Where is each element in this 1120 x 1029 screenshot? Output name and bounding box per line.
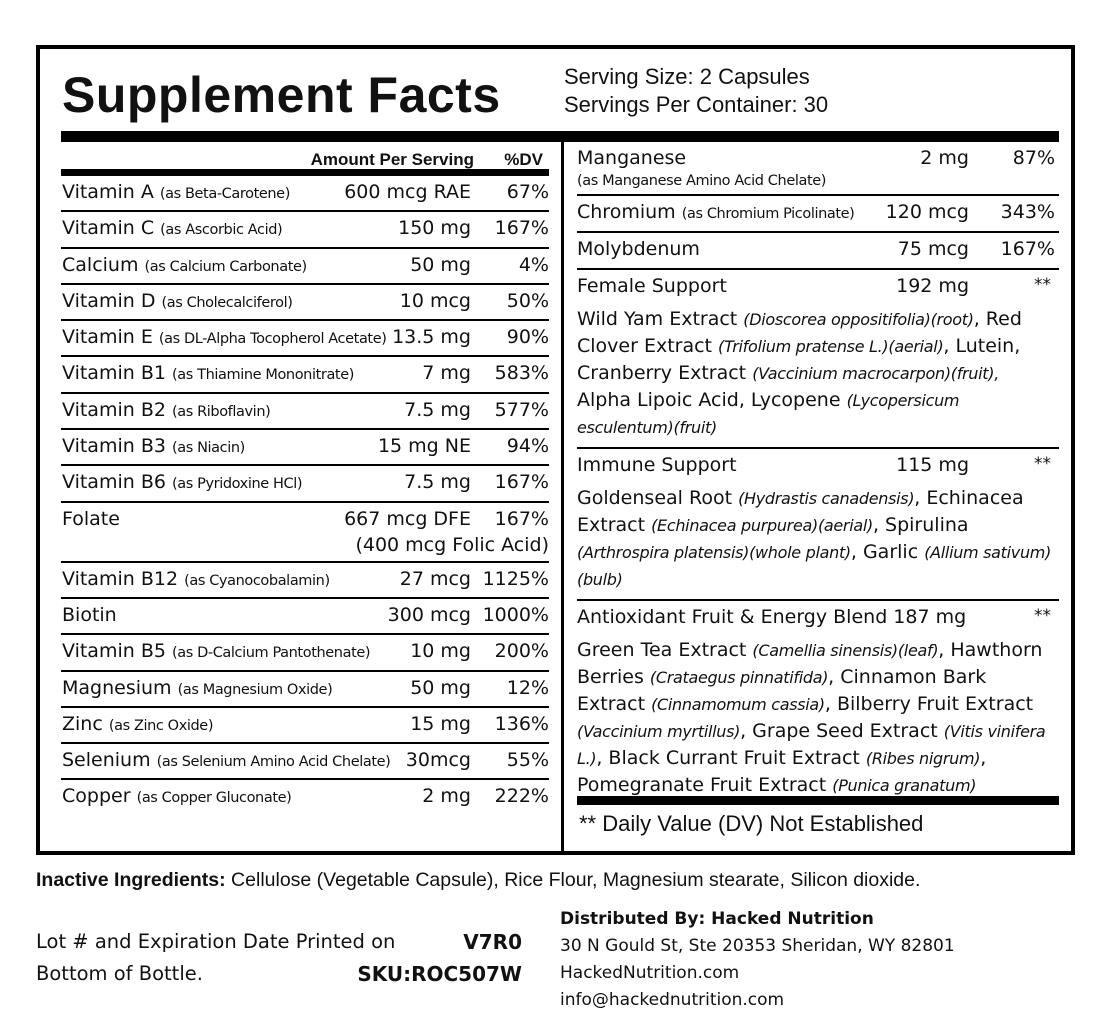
lot-code: V7R0 <box>463 930 522 954</box>
blend-name: Immune Support <box>577 454 737 476</box>
panel-title: Supplement Facts <box>62 67 501 123</box>
nutrient-dv: 200% <box>494 640 549 663</box>
nutrient-rows <box>61 176 549 817</box>
inactive-label: Inactive Ingredients: <box>36 869 226 891</box>
dv-footnote: ** Daily Value (DV) Not Established <box>579 811 924 836</box>
supplement-facts-panel <box>36 45 1075 855</box>
servings-per-container: Servings Per Container: 30 <box>564 92 829 117</box>
ingredient-name: , Red Clover Extract <box>577 308 1022 357</box>
ingredient-name: , Hawthorn Berries <box>577 639 1043 688</box>
nutrient-row <box>61 430 549 466</box>
nutrient-name: Vitamin E (as DL-Alpha Tocopherol Acetate) <box>62 326 387 349</box>
nutrient-name: Magnesium (as Magnesium Oxide) <box>62 676 333 699</box>
nutrient-amount: 10 mg <box>410 640 471 663</box>
amount-header: Amount Per Serving <box>310 150 474 169</box>
nutrient-dv: 94% <box>506 435 549 458</box>
nutrient-amount: 10 mcg <box>399 289 471 312</box>
dv-header: %DV <box>504 150 543 169</box>
ingredient-latin: (Lycopersicum esculentum)(fruit) <box>577 391 960 437</box>
ingredient-name: , Echinacea Extract <box>577 487 1024 536</box>
nutrient-source: (as D-Calcium Pantothenate) <box>172 645 371 662</box>
nutrient-source: (as Selenium Amino Acid Chelate) <box>156 754 391 771</box>
ingredient-name: , Bilberry Fruit Extract <box>824 693 1034 715</box>
nutrient-dv: 583% <box>494 362 549 385</box>
nutrient-source: (as Manganese Amino Acid Chelate) <box>577 173 827 189</box>
nutrient-row-manganese <box>577 142 1059 196</box>
nutrient-row <box>61 635 549 671</box>
inactive-ingredients <box>36 869 920 892</box>
blend-dv: ** <box>1034 454 1051 474</box>
nutrient-dv: 90% <box>506 326 549 349</box>
nutrient-source: (as Niacin) <box>172 440 245 457</box>
proprietary-blends <box>577 270 1059 805</box>
inactive-text: Cellulose (Vegetable Capsule), Rice Flour, Magnesium stearate, Silicon dioxide. <box>225 869 921 891</box>
nutrient-name: Molybdenum <box>577 238 700 260</box>
ingredient-latin: (Camellia sinensis)(leaf) <box>752 641 939 660</box>
nutrient-source: (as Zinc Oxide) <box>108 717 214 734</box>
ingredient-name: , Pomegranate Fruit Extract <box>577 747 987 796</box>
nutrient-name: Vitamin B2 (as Riboflavin) <box>62 398 271 421</box>
nutrient-amount: 75 mcg <box>897 238 969 260</box>
lot-line-1: Lot # and Expiration Date Printed on <box>36 930 396 953</box>
nutrient-name: Vitamin A (as Beta-Carotene) <box>62 181 290 203</box>
blend-dv: ** <box>1034 606 1051 626</box>
nutrient-row <box>61 708 549 744</box>
nutrient-row <box>61 563 549 599</box>
serving-size: Serving Size: 2 Capsules <box>564 64 810 89</box>
nutrient-row <box>61 744 549 780</box>
nutrient-amount: 667 mcg DFE <box>344 507 471 530</box>
blend-dv: ** <box>1034 275 1051 295</box>
nutrient-dv: 167% <box>494 217 549 240</box>
nutrient-source: (as Copper Gluconate) <box>136 790 292 807</box>
nutrient-row <box>61 503 549 563</box>
nutrient-name: Vitamin B5 (as D-Calcium Pantothenate) <box>62 640 371 663</box>
nutrient-amount: 15 mg <box>410 712 471 735</box>
ingredient-latin: (Hydrastis canadensis) <box>738 489 915 508</box>
column-divider <box>561 142 564 854</box>
nutrient-dv: 67% <box>506 181 549 203</box>
serving-info <box>564 63 828 119</box>
ingredient-latin: (Vaccinium myrtillus) <box>577 722 741 741</box>
nutrient-amount: 30mcg <box>405 749 471 772</box>
ingredient-name: Wild Yam Extract <box>577 308 744 330</box>
blend-ingredients <box>577 485 1059 599</box>
ingredient-name: , Spirulina <box>872 514 969 536</box>
ingredient-name: Alpha Lipoic Acid, Lycopene <box>577 389 847 411</box>
nutrient-amount: 50 mg <box>410 676 471 699</box>
nutrient-dv: 136% <box>494 712 549 735</box>
blend-amount: 115 mg <box>896 454 969 476</box>
nutrient-dv: 4% <box>518 253 549 276</box>
distributor-address: 30 N Gould St, Ste 20353 Sheridan, WY 82801 <box>560 936 955 956</box>
distributor-label: Distributed By: Hacked Nutrition <box>560 909 874 929</box>
ingredient-latin: (Allium sativum)(bulb) <box>577 543 1052 589</box>
nutrient-amount: 27 mcg <box>399 567 471 590</box>
product-codes <box>340 926 522 990</box>
ingredient-name: , Grape Seed Extract <box>740 720 944 742</box>
nutrient-row <box>61 285 549 321</box>
nutrient-dv: 87% <box>1012 147 1055 169</box>
nutrient-source: (as Magnesium Oxide) <box>177 681 333 698</box>
nutrient-dv: 50% <box>506 289 549 312</box>
nutrient-row <box>61 672 549 708</box>
ingredient-name: Goldenseal Root <box>577 487 739 509</box>
nutrient-source: (as Pyridoxine HCl) <box>172 476 303 493</box>
nutrient-source: (as Calcium Carbonate) <box>144 258 307 275</box>
ingredient-latin: (Dioscorea oppositifolia)(root) <box>743 310 974 329</box>
nutrient-dv: 1125% <box>482 567 549 590</box>
blend-amount: 192 mg <box>896 275 969 297</box>
nutrient-name: Calcium (as Calcium Carbonate) <box>62 253 307 276</box>
ingredient-latin: (Vaccinium macrocarpon)(fruit), <box>752 364 999 383</box>
blend-section <box>577 601 1059 805</box>
nutrient-amount: 150 mg <box>398 217 471 240</box>
nutrient-row <box>61 599 549 635</box>
nutrient-dv: 167% <box>494 507 549 530</box>
nutrient-name: Vitamin B12 (as Cyanocobalamin) <box>62 567 330 590</box>
ingredient-latin: (Vitis vinifera L.) <box>577 722 1046 768</box>
ingredient-latin: (Echinacea purpurea)(aerial) <box>651 516 873 535</box>
blend-name: Female Support <box>577 275 727 297</box>
nutrient-amount: 2 mg <box>422 785 471 808</box>
nutrient-dv: 12% <box>506 676 549 699</box>
nutrient-row <box>61 357 549 393</box>
nutrient-row-chromium <box>577 196 1059 233</box>
nutrient-name: Folate <box>62 507 120 530</box>
footnote-divider <box>577 796 1059 805</box>
distributor-email[interactable]: info@hackednutrition.com <box>560 990 785 1010</box>
nutrient-dv: 1000% <box>482 603 549 626</box>
nutrient-source: (as Cyanocobalamin) <box>184 572 330 589</box>
nutrient-name: Chromium (as Chromium Picolinate) <box>577 201 855 223</box>
nutrient-amount: 15 mg NE <box>377 435 471 458</box>
nutrient-amount: 13.5 mg <box>392 326 471 349</box>
nutrient-dv: 167% <box>1000 238 1055 260</box>
nutrient-amount: 7 mg <box>422 362 471 385</box>
nutrient-row <box>61 212 549 248</box>
nutrient-name: Copper (as Copper Gluconate) <box>62 785 292 808</box>
nutrient-amount: 600 mcg RAE <box>344 181 471 203</box>
nutrient-source: (as Beta-Carotene) <box>159 186 290 202</box>
nutrient-name: Vitamin B3 (as Niacin) <box>62 435 245 458</box>
ingredient-name: , Black Currant Fruit Extract <box>596 747 866 769</box>
nutrient-amount: 300 mcg <box>387 603 471 626</box>
nutrient-amount: 2 mg <box>920 147 969 169</box>
nutrient-name: Biotin <box>62 603 117 626</box>
ingredient-latin: (Arthrospira platensis)(whole plant) <box>577 543 851 562</box>
nutrient-name: Vitamin B6 (as Pyridoxine HCl) <box>62 471 303 494</box>
column-header <box>61 142 549 176</box>
nutrient-row <box>61 394 549 430</box>
nutrient-dv: 577% <box>494 398 549 421</box>
nutrient-row <box>61 249 549 285</box>
nutrient-name: Vitamin B1 (as Thiamine Mononitrate) <box>62 362 354 385</box>
nutrient-dv: 343% <box>1000 201 1055 223</box>
sku-code: SKU:ROC507W <box>357 962 522 986</box>
nutrient-row <box>61 321 549 357</box>
blend-section <box>577 270 1059 449</box>
nutrient-row <box>61 466 549 502</box>
nutrient-row <box>61 780 549 816</box>
nutrient-amount-secondary: (400 mcg Folic Acid) <box>355 533 549 556</box>
blend-ingredients <box>577 637 1059 805</box>
nutrient-source: (as Ascorbic Acid) <box>160 222 283 239</box>
ingredient-name: Green Tea Extract <box>577 639 753 661</box>
distributor-website[interactable]: HackedNutrition.com <box>560 963 740 983</box>
blend-ingredients <box>577 306 1059 447</box>
ingredient-latin: (Trifolium pratense L.)(aerial) <box>718 337 944 356</box>
ingredient-name: , Garlic <box>850 541 925 563</box>
nutrient-row <box>61 176 549 212</box>
ingredient-name: , Lutein, Cranberry Extract <box>577 335 1021 384</box>
nutrient-column-right <box>577 142 1059 805</box>
distributor-info <box>560 906 955 1014</box>
nutrient-name: Selenium (as Selenium Amino Acid Chelate) <box>62 749 391 772</box>
title-divider <box>61 131 1059 142</box>
nutrient-amount: 120 mcg <box>885 201 969 223</box>
nutrient-dv: 55% <box>506 749 549 772</box>
nutrient-name: Vitamin C (as Ascorbic Acid) <box>62 217 283 240</box>
nutrient-name: Zinc (as Zinc Oxide) <box>62 712 214 735</box>
nutrient-column-left <box>61 142 549 817</box>
nutrient-name: Vitamin D (as Cholecalciferol) <box>62 289 293 312</box>
nutrient-amount: 7.5 mg <box>404 471 471 494</box>
blend-section <box>577 449 1059 601</box>
nutrient-source: (as Thiamine Mononitrate) <box>172 367 354 384</box>
ingredient-latin: (Punica granatum) <box>832 776 977 795</box>
nutrient-dv: 167% <box>494 471 549 494</box>
ingredient-latin: (Crataegus pinnatifida) <box>649 668 829 687</box>
nutrient-name: Manganese <box>577 147 687 169</box>
nutrient-source: (as DL-Alpha Tocopherol Acetate) <box>158 331 387 348</box>
ingredient-latin: (Ribes nigrum) <box>865 749 981 768</box>
nutrient-source: (as Cholecalciferol) <box>161 294 293 311</box>
lot-line-2: Bottom of Bottle. <box>36 962 203 985</box>
ingredient-name: , Cinnamon Bark Extract <box>577 666 987 715</box>
ingredient-latin: (Cinnamomum cassia) <box>651 695 825 714</box>
nutrient-amount: 50 mg <box>410 253 471 276</box>
nutrient-row-molybdenum <box>577 233 1059 270</box>
nutrient-amount: 7.5 mg <box>404 398 471 421</box>
blend-name: Antioxidant Fruit & Energy Blend 187 mg <box>577 606 967 628</box>
nutrient-dv: 222% <box>494 785 549 808</box>
nutrient-source: (as Riboflavin) <box>172 403 271 420</box>
